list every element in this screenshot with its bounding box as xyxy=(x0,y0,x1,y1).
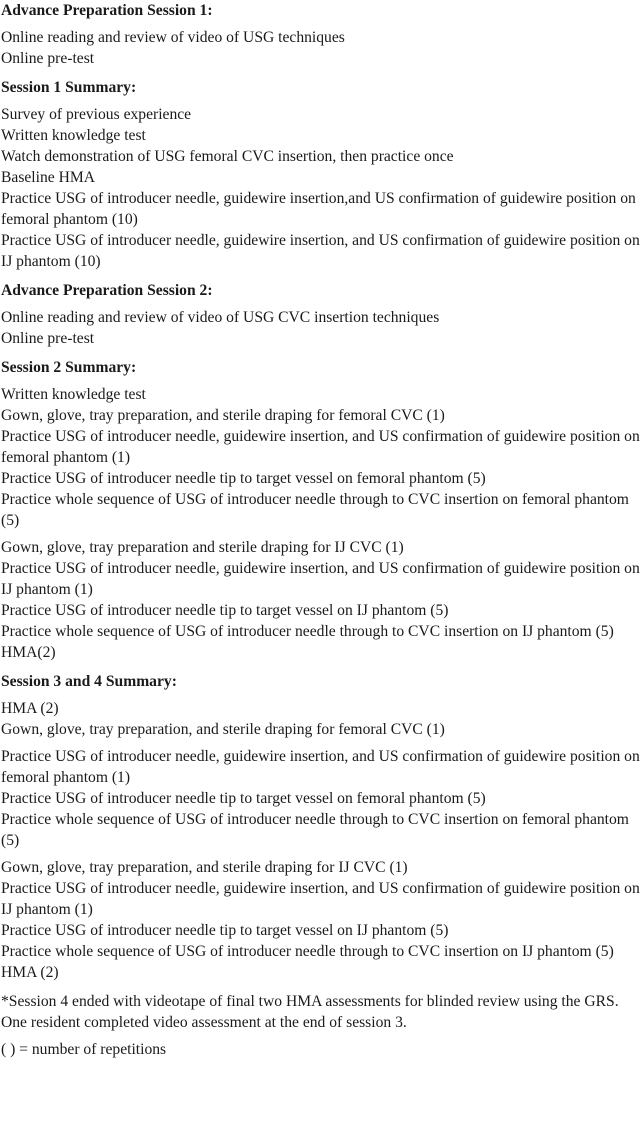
item-group xyxy=(1,857,640,983)
list-item: Online reading and review of video of USG techniques xyxy=(1,29,345,46)
legend-note: ( ) = number of repetitions xyxy=(1,1041,167,1058)
list-item: Gown, glove, tray preparation and sterile draping for IJ CVC (1) xyxy=(1,539,404,556)
list-item: Practice USG of introducer needle tip to target vessel on femoral phantom (5) xyxy=(1,790,486,807)
section-heading: Session 1 Summary: xyxy=(1,79,137,96)
item-group xyxy=(1,698,640,740)
list-item: Practice whole sequence of USG of introducer needle through to CVC insertion on femoral phantom (5) xyxy=(1,491,629,529)
section-heading: Advance Preparation Session 1: xyxy=(1,2,213,19)
section-heading: Advance Preparation Session 2: xyxy=(1,282,213,299)
list-item: Gown, glove, tray preparation, and sterile draping for femoral CVC (1) xyxy=(1,407,445,424)
item-group xyxy=(1,384,640,531)
list-item: Watch demonstration of USG femoral CVC insertion, then practice once xyxy=(1,148,454,165)
session-section xyxy=(1,280,640,357)
list-item: Practice USG of introducer needle tip to target vessel on IJ phantom (5) xyxy=(1,602,449,619)
footnote: *Session 4 ended with videotape of final two HMA assessments for blinded review using the GRS. One resident completed video assessment at the end of session 3. xyxy=(1,993,619,1031)
list-item: Practice USG of introducer needle, guidewire insertion, and US confirmation of guidewire position on femoral phantom (1) xyxy=(1,748,640,786)
list-item: Baseline HMA xyxy=(1,169,95,186)
list-item: Practice USG of introducer needle, guidewire insertion,and US confirmation of guidewire position on femoral phantom (10) xyxy=(1,190,636,228)
list-item: Practice whole sequence of USG of introducer needle through to CVC insertion on femoral phantom (5) xyxy=(1,811,629,849)
list-item: Practice USG of introducer needle, guidewire insertion, and US confirmation of guidewire position on IJ phantom (10) xyxy=(1,232,640,270)
list-item: Practice USG of introducer needle tip to target vessel on IJ phantom (5) xyxy=(1,922,449,939)
list-item: Gown, glove, tray preparation, and sterile draping for IJ CVC (1) xyxy=(1,859,408,876)
list-item: Practice USG of introducer needle, guidewire insertion, and US confirmation of guidewire position on IJ phantom (1) xyxy=(1,880,640,918)
session-section xyxy=(1,671,640,991)
list-item: Gown, glove, tray preparation, and sterile draping for femoral CVC (1) xyxy=(1,721,445,738)
list-item: HMA (2) xyxy=(1,700,59,717)
list-item: HMA (2) xyxy=(1,964,59,981)
item-group xyxy=(1,27,640,69)
list-item: Practice USG of introducer needle tip to target vessel on femoral phantom (5) xyxy=(1,470,486,487)
list-item: Online reading and review of video of USG CVC insertion techniques xyxy=(1,309,440,326)
list-item: Written knowledge test xyxy=(1,386,146,403)
list-item: Practice USG of introducer needle, guidewire insertion, and US confirmation of guidewire position on femoral phantom (1) xyxy=(1,428,640,466)
list-item: HMA(2) xyxy=(1,644,56,661)
session-section xyxy=(1,77,640,280)
list-item: Practice USG of introducer needle, guidewire insertion, and US confirmation of guidewire position on IJ phantom (1) xyxy=(1,560,640,598)
item-group xyxy=(1,307,640,349)
list-item: Survey of previous experience xyxy=(1,106,192,123)
section-heading: Session 2 Summary: xyxy=(1,359,137,376)
section-heading: Session 3 and 4 Summary: xyxy=(1,673,177,690)
list-item: Practice whole sequence of USG of introducer needle through to CVC insertion on IJ phantom (5) xyxy=(1,623,614,640)
list-item: Written knowledge test xyxy=(1,127,146,144)
item-group xyxy=(1,537,640,663)
session-section xyxy=(1,0,640,77)
list-item: Practice whole sequence of USG of introducer needle through to CVC insertion on IJ phantom (5) xyxy=(1,943,614,960)
session-section xyxy=(1,357,640,671)
item-group xyxy=(1,104,640,272)
list-item: Online pre-test xyxy=(1,330,95,347)
item-group xyxy=(1,746,640,851)
list-item: Online pre-test xyxy=(1,50,95,67)
